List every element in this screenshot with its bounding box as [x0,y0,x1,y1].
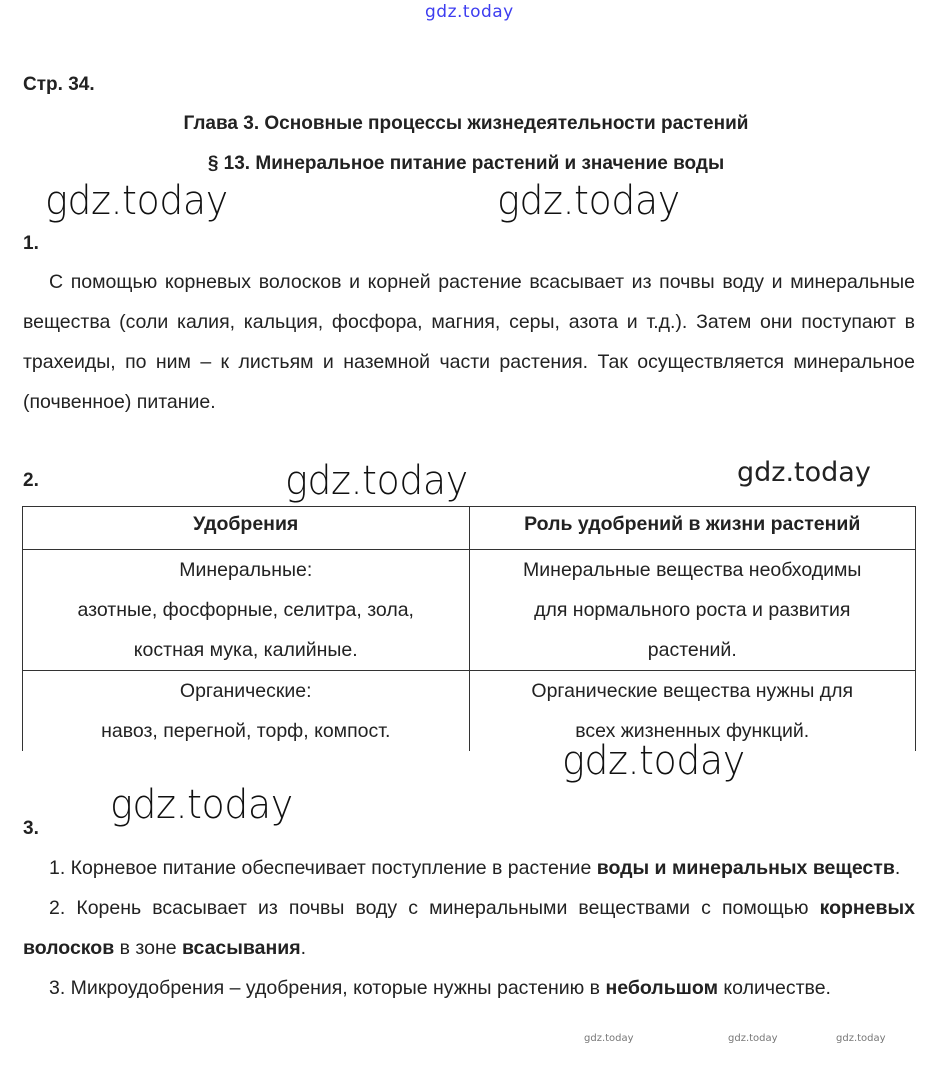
cell-line: растений. [647,639,737,661]
cell-line: Минеральные вещества необходимы [523,559,862,581]
task-1-number: 1. [23,233,39,254]
bold-text: корневых волосков [23,897,915,959]
text: 1. Корневое питание обеспечивает поступление в растение [49,857,597,879]
table-row [23,671,916,752]
cell-line: Органические вещества нужны для [531,680,854,702]
text: в зоне [114,937,182,959]
fertilizer-type-cell [23,550,470,671]
answer-item [23,968,915,1008]
chapter-title: Глава 3. Основные процессы жизнедеятельности растений [183,113,749,134]
page-reference: Стр. 34. [23,74,95,95]
answer-item [23,888,915,968]
bold-text: воды и минеральных веществ [596,857,895,879]
text: . [300,937,307,959]
cell-line: Органические: [179,680,312,702]
cell-line: Минеральные: [179,559,313,581]
fertilizers-table [22,506,916,751]
column-header: Роль удобрений в жизни растений [469,507,916,550]
cell-line: для нормального роста и развития [534,599,851,621]
watermark: gdz.today [497,178,680,224]
watermark: gdz.today [562,738,745,784]
task-3-number: 3. [23,818,39,839]
watermark-top: gdz.today [425,2,514,22]
text: . [894,857,901,879]
fertilizer-role-cell [469,550,916,671]
task-3-answer [23,848,915,1008]
watermark: gdz.today [584,1033,634,1044]
task-2-number: 2. [23,470,39,491]
task-1-text: С помощью корневых волосков и корней растение всасывает из почвы воду и минеральные вещества (соли калия, кальция, фосфора, магния, серы, азота и т.д.). Затем они поступают в трахеиды, по ним – к листьям и наземной части растения. Так осуществляется минеральное (почвенное) питание. [23,271,915,413]
cell-line: азотные, фосфорные, селитра, зола, [77,599,414,621]
watermark: gdz.today [728,1033,778,1044]
watermark: gdz.today [285,458,468,504]
watermark: gdz.today [110,782,293,828]
watermark: gdz.today [45,178,228,224]
bold-text: небольшом [605,977,719,999]
text: 2. Корень всасывает из почвы воду с минеральными веществами с помощью [49,897,820,919]
text: количестве. [718,977,831,999]
cell-line: костная мука, калийные. [133,639,358,661]
table-row [23,550,916,671]
task-1-answer [23,262,915,422]
fertilizer-type-cell [23,671,470,752]
text: 3. Микроудобрения – удобрения, которые нужны растению в [49,977,606,999]
watermark: gdz.today [836,1033,886,1044]
table-header-row [23,507,916,550]
bold-text: всасывания [181,937,301,959]
answer-item [23,848,915,888]
cell-line: всех жизненных функций. [575,720,810,742]
column-header: Удобрения [23,507,470,550]
watermark: gdz.today [737,457,871,488]
cell-line: навоз, перегной, торф, компост. [101,720,391,742]
section-title: § 13. Минеральное питание растений и значение воды [207,153,725,174]
